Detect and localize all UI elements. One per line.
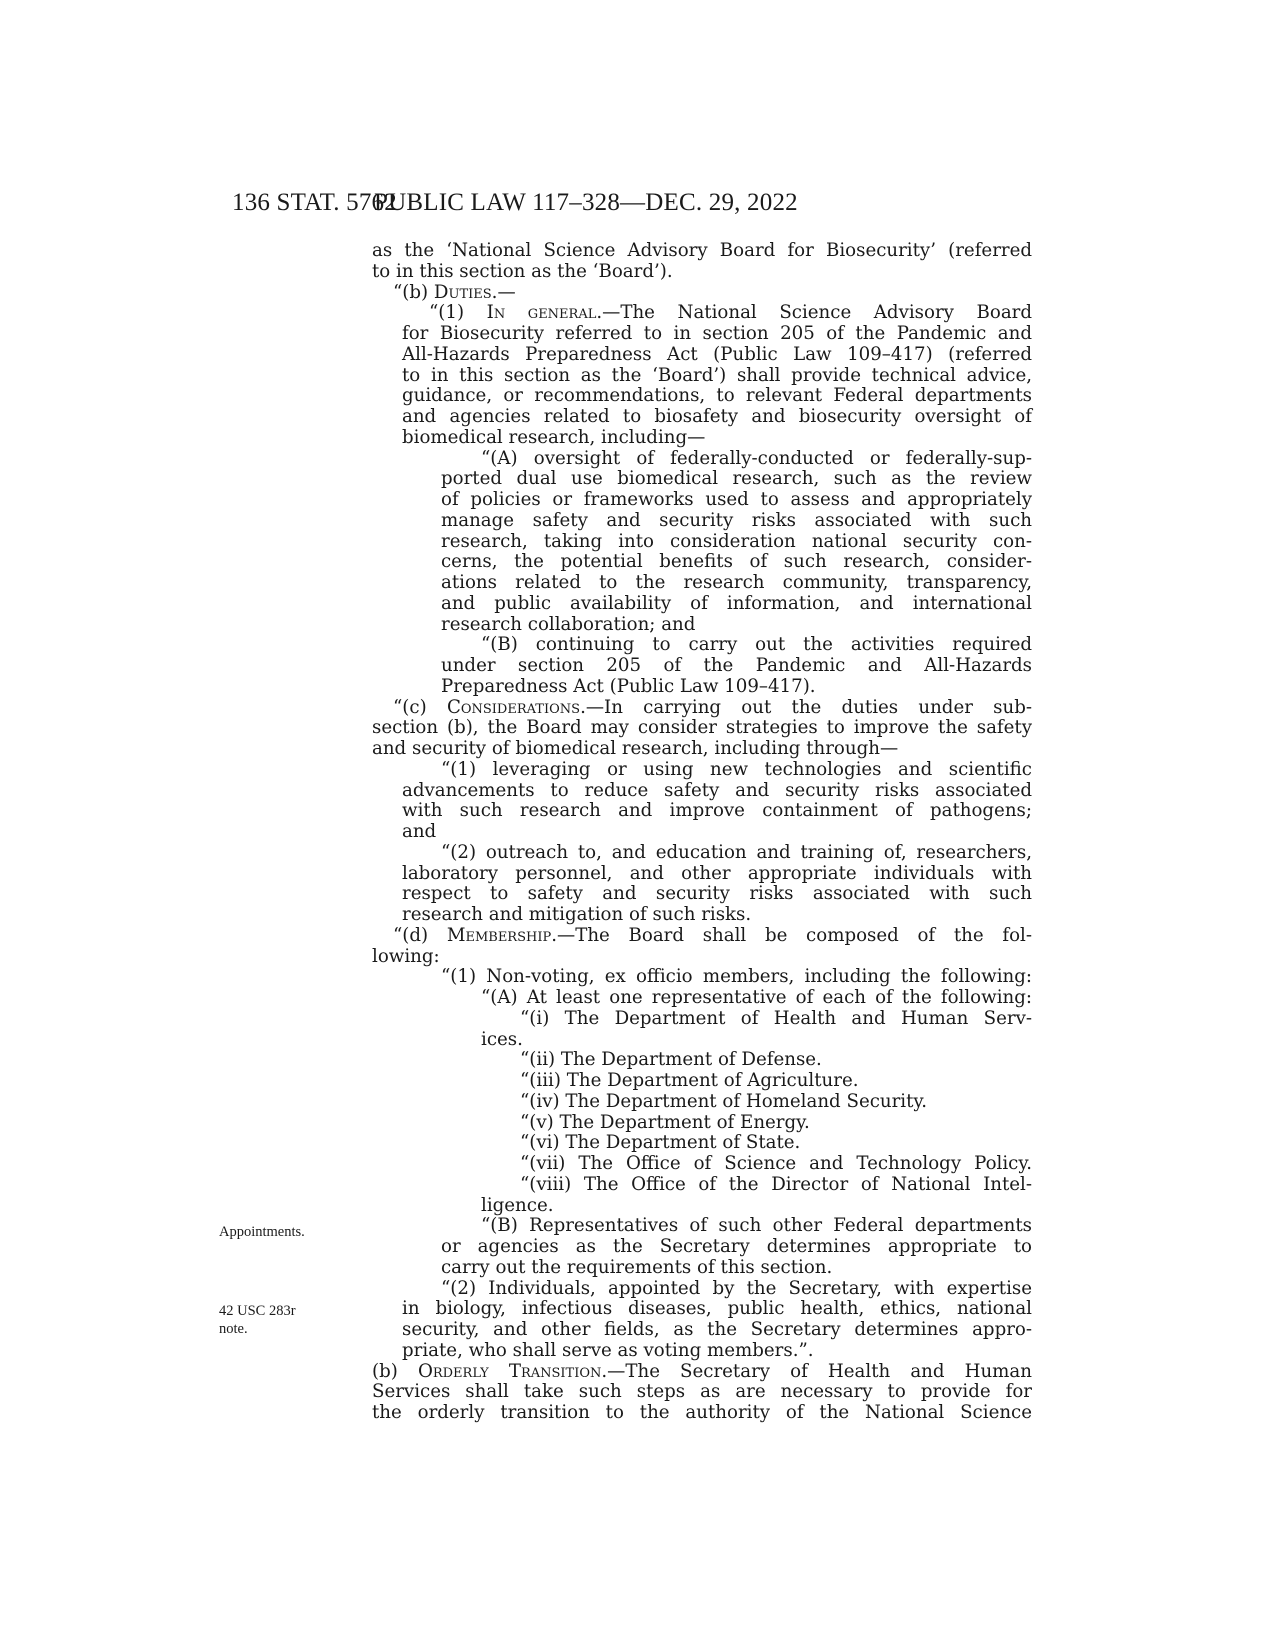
text-line: lowing: [372,945,440,967]
text-line: section (b), the Board may consider strategies to improve the safety [372,717,1032,739]
text-line: “(1) leveraging or using new technologies and scientific [441,758,1032,780]
text-line: under section 205 of the Pandemic and All-Hazards [441,655,1032,676]
text-line: the orderly transition to the authority of the National Science [372,1402,1032,1423]
text-line: ices. [481,1028,523,1050]
text-line: to in this section as the ‘Board’) shall provide technical advice, [402,364,1032,386]
body-text [372,241,1032,1424]
subsection-d-heading: “(d) Membership.—The Board shall be composed of the fol- [393,924,1032,946]
text-line: or agencies as the Secretary determines appropriate to [441,1236,1032,1257]
text-line: “(B) continuing to carry out the activities required [481,634,1032,656]
text-line: “(1) Non-voting, ex officio members, including the following: [441,966,1032,988]
text-line: “(2) Individuals, appointed by the Secretary, with expertise [441,1277,1032,1299]
text-line: “(vii) The Office of Science and Technology Policy. [520,1153,1032,1174]
text-line: with such research and improve containment of pathogens; [402,800,1032,822]
text-line: and public availability of information, and international [441,592,1032,614]
margin-note-usc-line2: note. [219,1321,248,1337]
text-line: and agencies related to biosafety and biosecurity oversight of [402,406,1032,427]
text-line: manage safety and security risks associated with such [441,509,1032,531]
text-line: ations related to the research community, transparency, [441,572,1032,593]
subsection-b-heading: “(b) Duties.— [393,281,516,303]
text-line: and [402,821,437,842]
text-line: priate, who shall serve as voting members.”. [402,1339,814,1361]
text-line: guidance, or recommendations, to relevant Federal departments [402,385,1032,407]
text-line: carry out the requirements of this section. [441,1256,833,1278]
text-line: “(viii) The Office of the Director of National Intel- [520,1173,1032,1195]
text-line: “(iii) The Department of Agriculture. [520,1070,859,1091]
text-line: of policies or frameworks used to assess and appropriately [441,489,1032,510]
text-line: “(B) Representatives of such other Federal departments [481,1215,1032,1237]
text-line: and security of biomedical research, including through— [372,738,899,759]
text-line: All-Hazards Preparedness Act (Public Law 109–417) (referred [402,343,1032,365]
text-line: Preparedness Act (Public Law 109–417). [441,675,816,697]
text-line: “(i) The Department of Health and Human Serv- [520,1007,1032,1029]
statute-page-number: 136 STAT. 5762 [232,189,397,216]
page-header [0,183,1275,223]
text-line: “(A) At least one representative of each of the following: [481,987,1032,1008]
text-line: biomedical research, including— [402,426,706,448]
running-head-title: PUBLIC LAW 117–328—DEC. 29, 2022 [374,189,798,216]
text-line: research collaboration; and [441,613,696,635]
text-line: cerns, the potential benefits of such research, consider- [441,551,1032,573]
text-line: research, taking into consideration national security con- [441,530,1032,552]
text-line: “(vi) The Department of State. [520,1132,801,1154]
text-line: in biology, infectious diseases, public health, ethics, national [402,1298,1032,1320]
subsection-c-heading: “(c) Considerations.—In carrying out the duties under sub- [393,696,1032,718]
text-line: research and mitigation of such risks. [402,904,752,925]
text-line: Services shall take such steps as are necessary to provide for [372,1381,1032,1403]
text-line: ported dual use biomedical research, such as the review [441,468,1032,490]
text-line: for Biosecurity referred to in section 205 of the Pandemic and [402,323,1032,344]
margin-note-usc-line1: 42 USC 283r [219,1303,296,1319]
text-line: to in this section as the ‘Board’). [372,260,673,282]
text-line: respect to safety and security risks associated with such [402,883,1032,905]
text-line: advancements to reduce safety and security risks associated [402,779,1032,801]
text-line: “(v) The Department of Energy. [520,1111,810,1133]
margin-note-appointments: Appointments. [219,1224,305,1240]
text-line: “(A) oversight of federally-conducted or federally-sup- [481,447,1032,469]
paragraph-b1-heading: “(1) In general.—The National Science Advisory Board [429,302,1033,324]
text-line: “(ii) The Department of Defense. [520,1049,822,1071]
text-line: laboratory personnel, and other appropriate individuals with [402,862,1032,884]
orderly-transition-heading: (b) Orderly Transition.—The Secretary of Health and Human [372,1360,1032,1382]
text-line: as the ‘National Science Advisory Board for Biosecurity’ (referred [372,240,1032,261]
text-line: security, and other fields, as the Secretary determines appro- [402,1319,1032,1340]
text-line: ligence. [481,1194,554,1216]
text-line: “(2) outreach to, and education and training of, researchers, [441,841,1032,863]
text-line: “(iv) The Department of Homeland Security. [520,1090,928,1112]
